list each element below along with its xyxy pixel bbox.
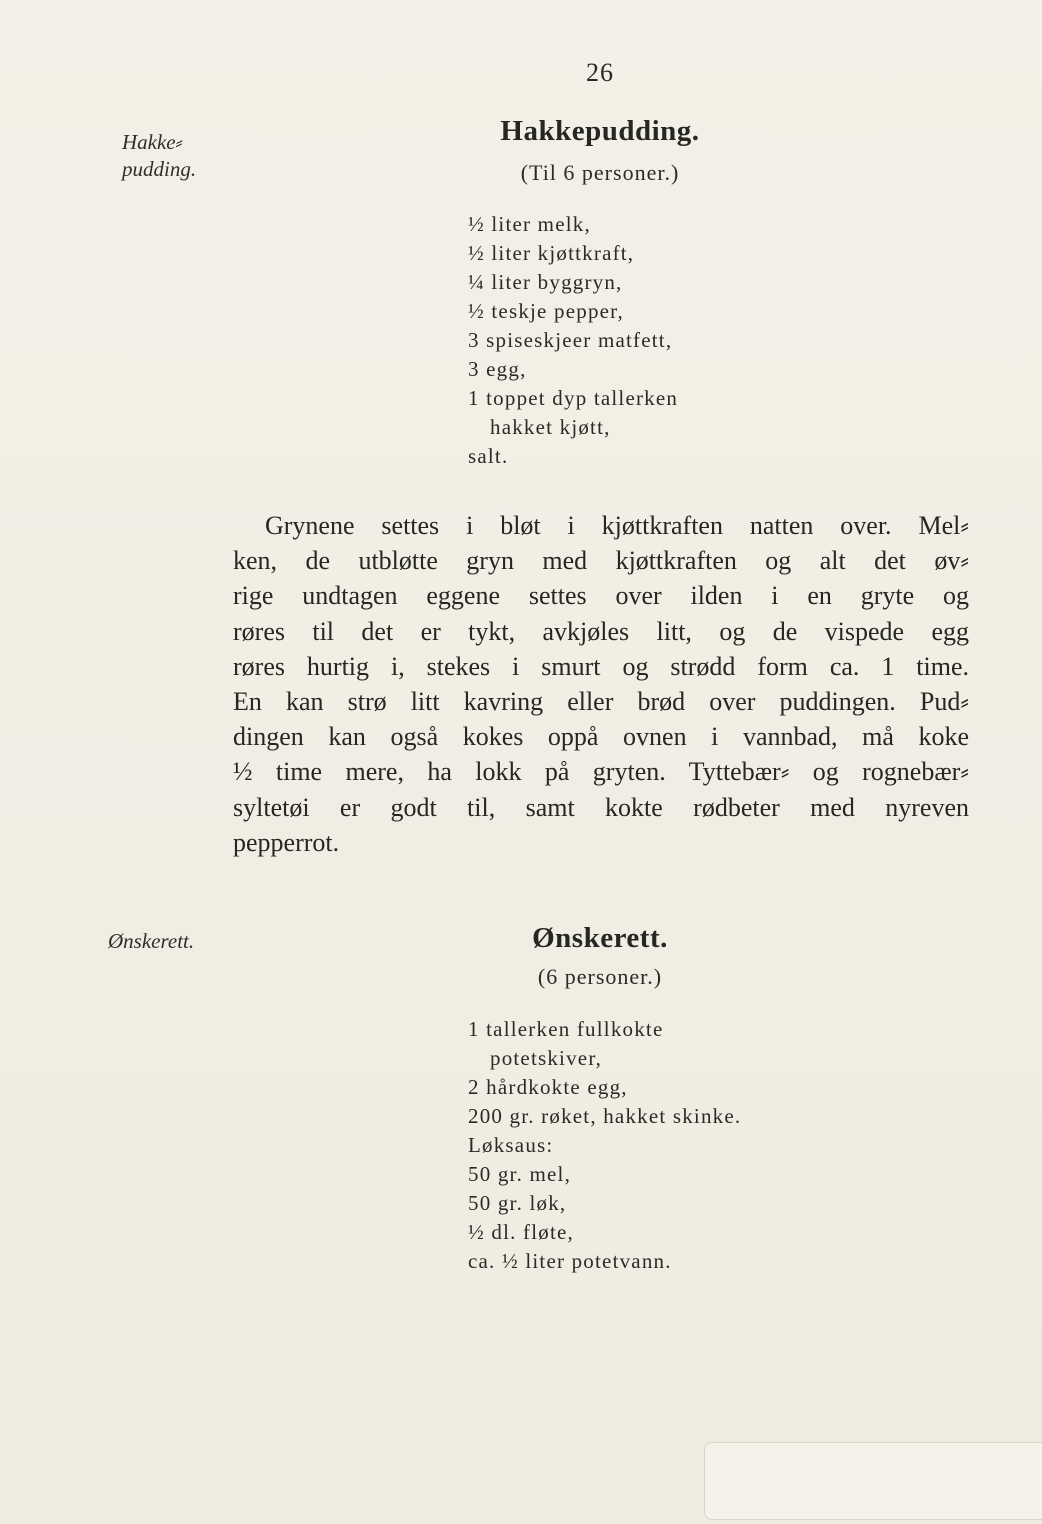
ingredient-item: 200 gr. røket, hakket skinke.: [468, 1104, 742, 1128]
library-stamp-box: [704, 1442, 1042, 1520]
ingredient-item: ca. ½ liter potetvann.: [468, 1249, 672, 1273]
method-line: pepperrot.: [233, 827, 340, 857]
method-line: dingen kan også kokes oppå ovnen i vannbad, må koke: [233, 722, 969, 752]
ingredient-item: Løksaus:: [468, 1133, 554, 1157]
method-line: syltetøi er godt til, samt kokte rødbeter med nyreven: [233, 792, 969, 822]
recipe-title: Hakkepudding.: [500, 115, 700, 147]
ingredient-item: ½ teskje pepper,: [468, 299, 624, 323]
ingredient-item: salt.: [468, 444, 509, 468]
ingredient-list: [468, 1015, 741, 1276]
method-line: ken, de utbløtte gryn med kjøttkraften og alt det øv⸗: [233, 546, 969, 576]
ingredient-item: ¼ liter byggryn,: [468, 270, 623, 294]
method-line: ½ time mere, ha lokk på gryten. Tyttebær⸗ og rognebær⸗: [233, 757, 969, 787]
recipe-title: Ønskerett.: [532, 922, 668, 954]
method-line: rige undtagen eggene settes over ilden i en gryte og: [233, 581, 969, 611]
method-line: røres hurtig i, stekes i smurt og strødd form ca. 1 time.: [233, 651, 969, 681]
margin-note-onskerett: [108, 928, 194, 955]
page-number: 26: [586, 58, 614, 87]
margin-note-line: pudding.: [122, 157, 197, 181]
recipe-method: [233, 508, 969, 860]
ingredient-item: 50 gr. mel,: [468, 1162, 572, 1186]
margin-note-line: Ønskerett.: [108, 929, 195, 953]
method-line: røres til det er tykt, avkjøles litt, og de vispede egg: [233, 616, 969, 646]
recipe-servings: (Til 6 personer.): [520, 160, 680, 185]
method-line: En kan strø litt kavring eller brød over puddingen. Pud⸗: [233, 687, 969, 717]
method-line: Grynene settes i bløt i kjøttkraften natten over. Mel⸗: [265, 511, 969, 540]
recipe-servings: (6 personer.): [537, 964, 663, 989]
ingredient-item: potetskiver,: [490, 1046, 603, 1070]
ingredient-item: ½ liter melk,: [468, 212, 591, 236]
ingredient-item: ½ dl. fløte,: [468, 1220, 574, 1244]
ingredient-item: 3 egg,: [468, 357, 527, 381]
ingredient-item: 1 toppet dyp tallerken: [468, 386, 679, 410]
ingredient-item: 3 spiseskjeer matfett,: [468, 328, 673, 352]
ingredient-item: hakket kjøtt,: [490, 415, 611, 439]
ingredient-item: 2 hårdkokte egg,: [468, 1075, 628, 1099]
margin-note-line: Hakke⸗: [122, 130, 183, 154]
ingredient-item: 1 tallerken fullkokte: [468, 1017, 664, 1041]
ingredient-item: 50 gr. løk,: [468, 1191, 567, 1215]
margin-note-hakkepudding: [122, 129, 196, 183]
ingredient-list: [468, 210, 678, 471]
ingredient-item: ½ liter kjøttkraft,: [468, 241, 635, 265]
